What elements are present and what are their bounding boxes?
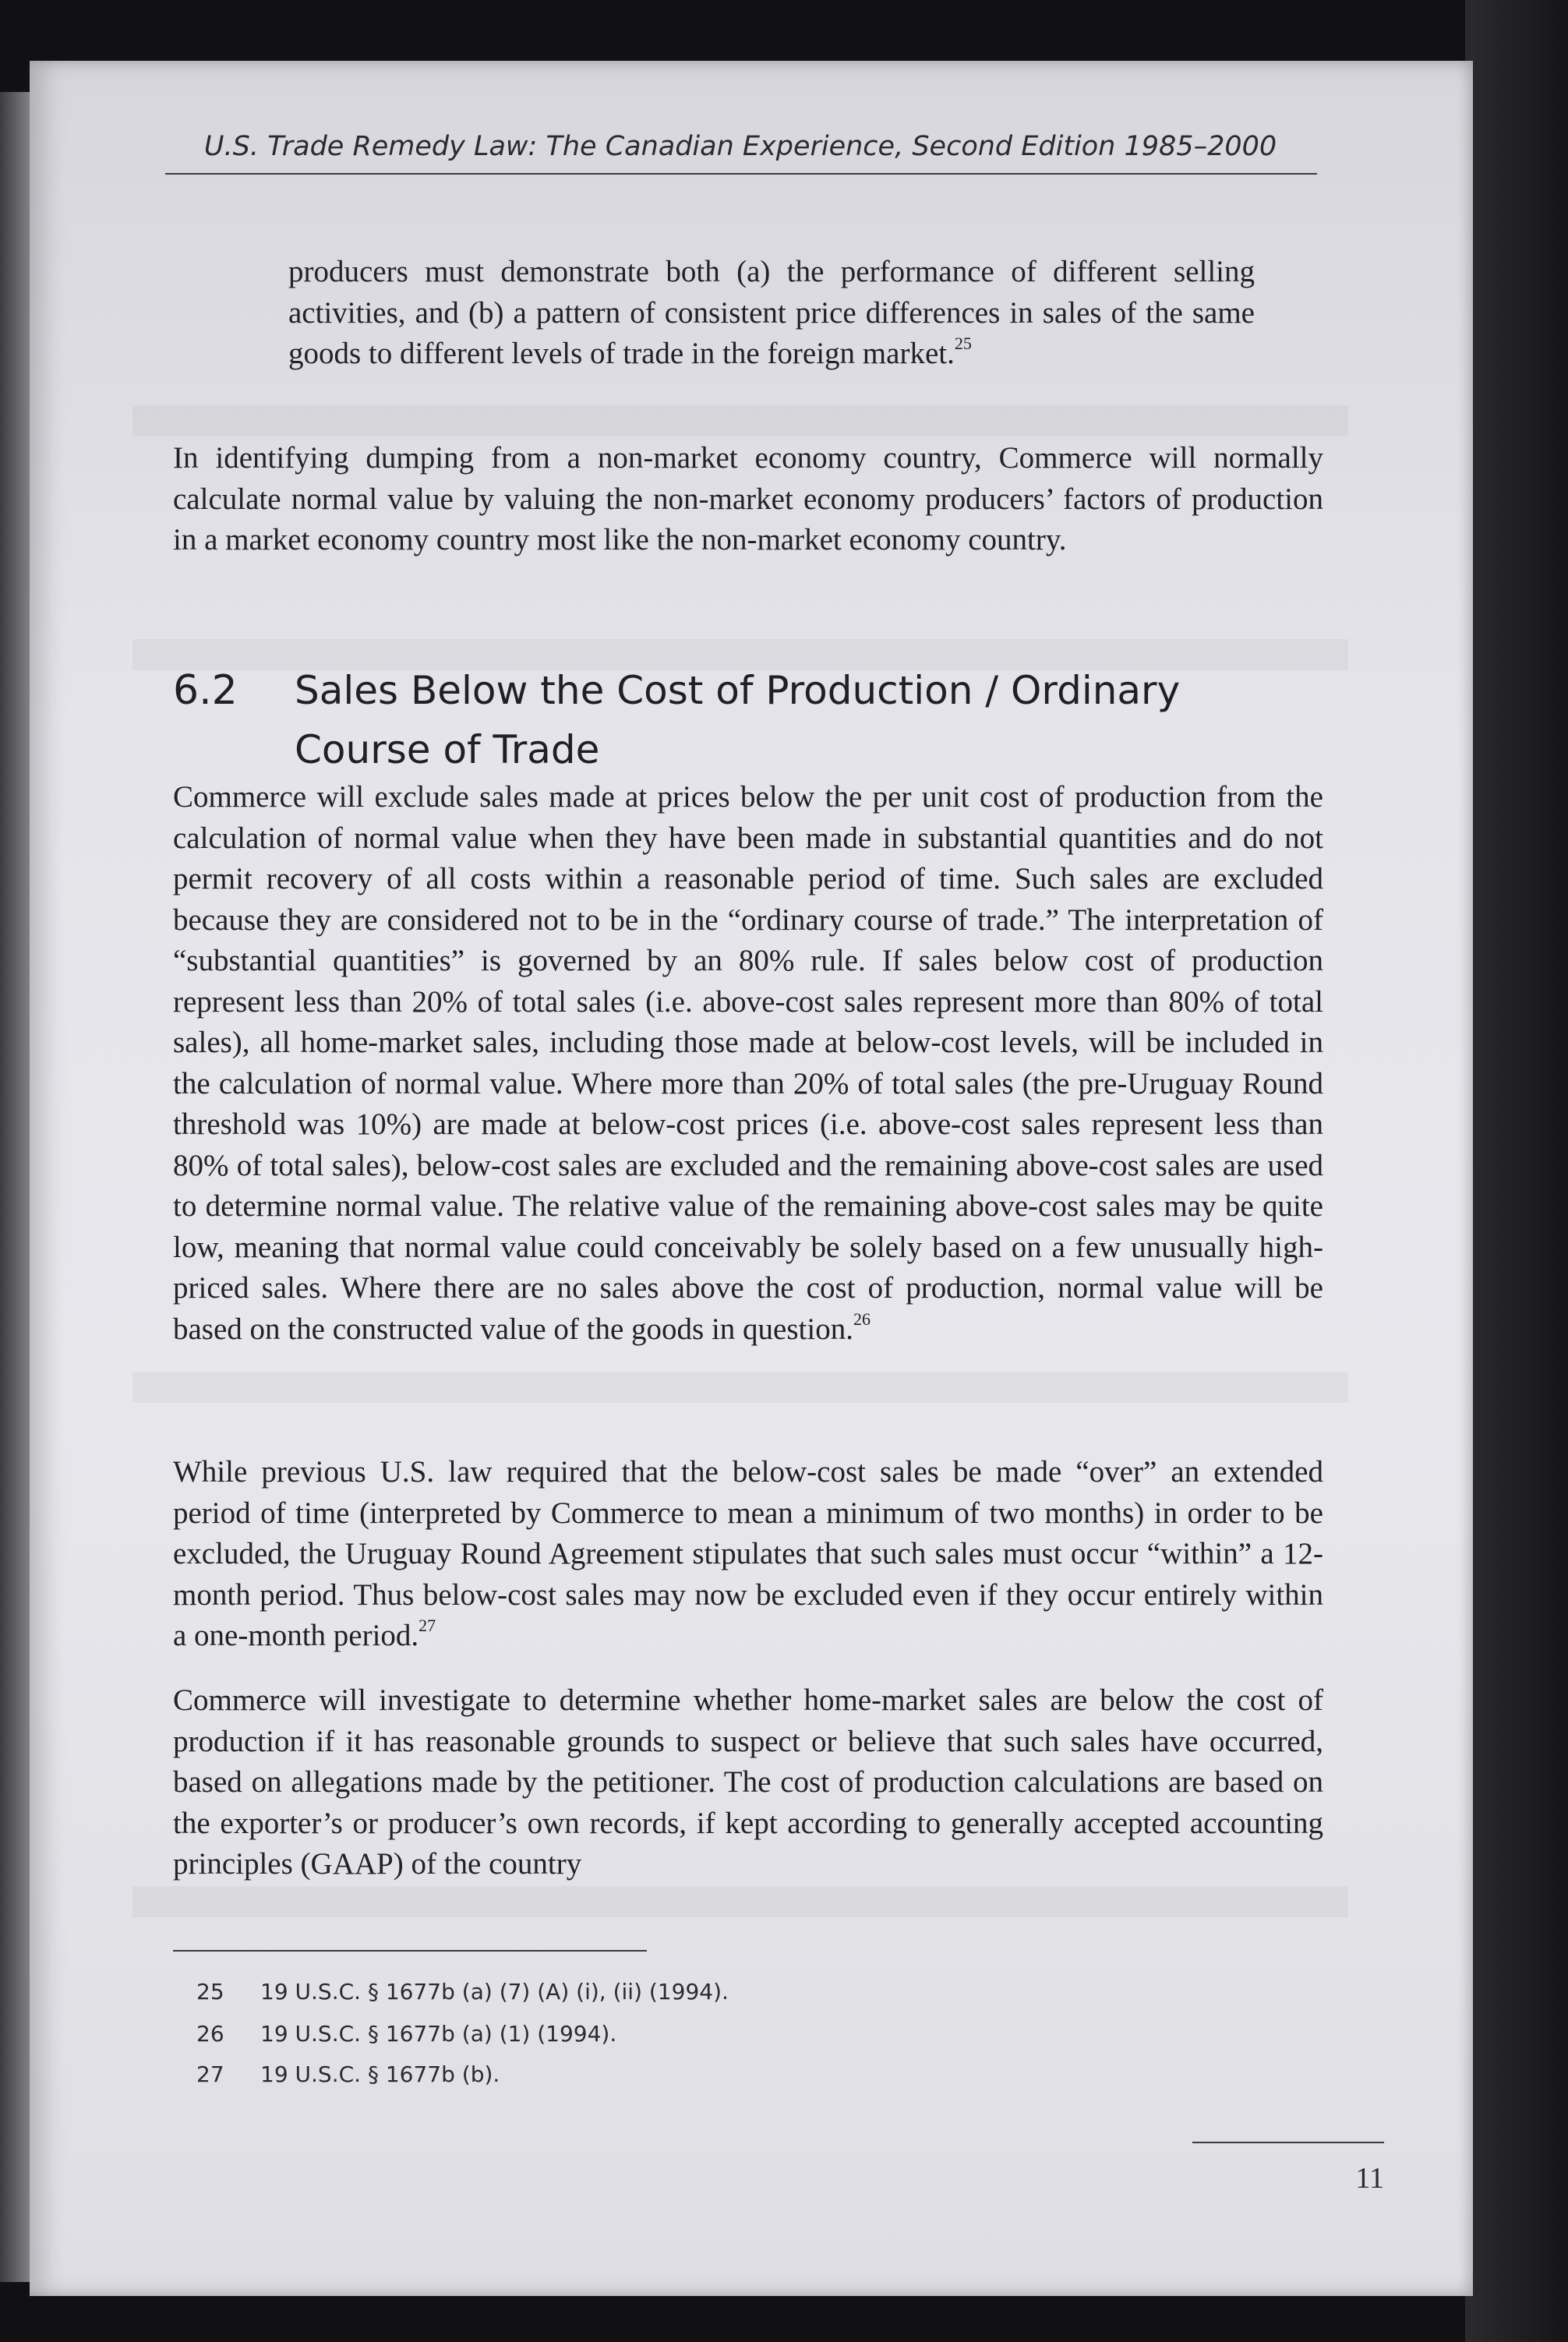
paragraph-nme: In identifying dumping from a non-market economy country, Commerce will normally calculate normal value by valuing the non-market economy producers’ factors of production in a market economy country most like the non-market economy country. — [173, 441, 1323, 556]
footnote — [196, 2058, 976, 2092]
footnote-number: 27 — [196, 2061, 224, 2087]
page-number-rule — [1192, 2142, 1384, 2143]
section-number: 6.2 — [173, 667, 238, 714]
footnote-text: 19 U.S.C. § 1677b (a) (1) (1994). — [260, 2021, 617, 2047]
footnote-ref-25: 25 — [954, 334, 972, 353]
paragraph-text: Commerce will exclude sales made at prices below the per unit cost of production from the calculation of normal value when they have been made in substantial quantities and do not permit recovery of all costs within a reasonable period of time. Such sales are excluded because they are considered not to be in the “ordinary course of trade.” The interpretation of “substantial quantities” is governed by an 80% rule. If sales below cost of production represent less than 20% of total sales (i.e. above-cost sales represent more than 80% of total sales), all home-market sales, including those made at below-cost levels, will be included in the calculation of normal value. Where more than 20% of total sales (the pre-Uruguay Round threshold was 10%) are made at below-cost prices (i.e. above-cost sales represent less than 80% of total sales), below-cost sales are excluded and the remaining above-cost sales are used to determine normal value. The relative value of the remaining above-cost sales may be quite low, meaning that normal value could conceivably be solely based on a few unusually high-priced sales. Where there are no sales above the cost of production, normal value will be based on the constructed value of the goods in question. — [173, 780, 1323, 1346]
block-quote — [288, 252, 1255, 375]
paragraph-investigation: Commerce will investigate to determine whether home-market sales are below the cost of production if it has reasonable grounds to suspect or believe that such sales have occurred, based on allegations made by the petitioner. The cost of production calculations are based on the exporter’s or producer’s own records, if kept according to generally accepted accounting principles (GAAP) of the country — [173, 1683, 1323, 1881]
show-through-text — [132, 405, 1348, 436]
block-quote-text: producers must demonstrate both (a) the performance of different selling activities, and (b) a pattern of consistent price differences in sales of the same goods to different levels of trade in the foreign market. — [288, 255, 1255, 370]
footnote — [196, 2017, 976, 2051]
footnote-ref-27: 27 — [418, 1616, 436, 1635]
show-through-text — [132, 1886, 1348, 1917]
footnote-text: 19 U.S.C. § 1677b (a) (7) (A) (i), (ii) (1994). — [260, 1979, 729, 2005]
footnote-ref-26: 26 — [853, 1309, 871, 1329]
page-number: 11 — [1355, 2162, 1384, 2195]
running-head: U.S. Trade Remedy Law: The Canadian Experience, Second Edition 1985–2000 — [203, 131, 1277, 162]
paragraph-text: While previous U.S. law required that the below-cost sales be made “over” an extended period of time (interpreted by Commerce to mean a minimum of two months) in order to be excluded, the Uruguay Round Agreement stipulates that such sales must occur “within” a 12-month period. Thus below-cost sales may now be excluded even if they occur entirely within a one-month period. — [173, 1455, 1323, 1652]
footnote-number: 25 — [196, 1979, 224, 2005]
footnote-number: 26 — [196, 2021, 224, 2047]
show-through-text — [132, 1372, 1348, 1403]
paragraph-time-period — [173, 1452, 1323, 1657]
footnote-text: 19 U.S.C. § 1677b (b). — [260, 2061, 500, 2087]
footnote-rule — [173, 1950, 647, 1952]
footnote — [196, 1975, 976, 2009]
paragraph-below-cost — [173, 777, 1323, 1350]
header-rule — [165, 173, 1317, 175]
background — [1465, 0, 1568, 2342]
section-title: Sales Below the Cost of Production / Ordinary Course of Trade — [295, 668, 1181, 772]
